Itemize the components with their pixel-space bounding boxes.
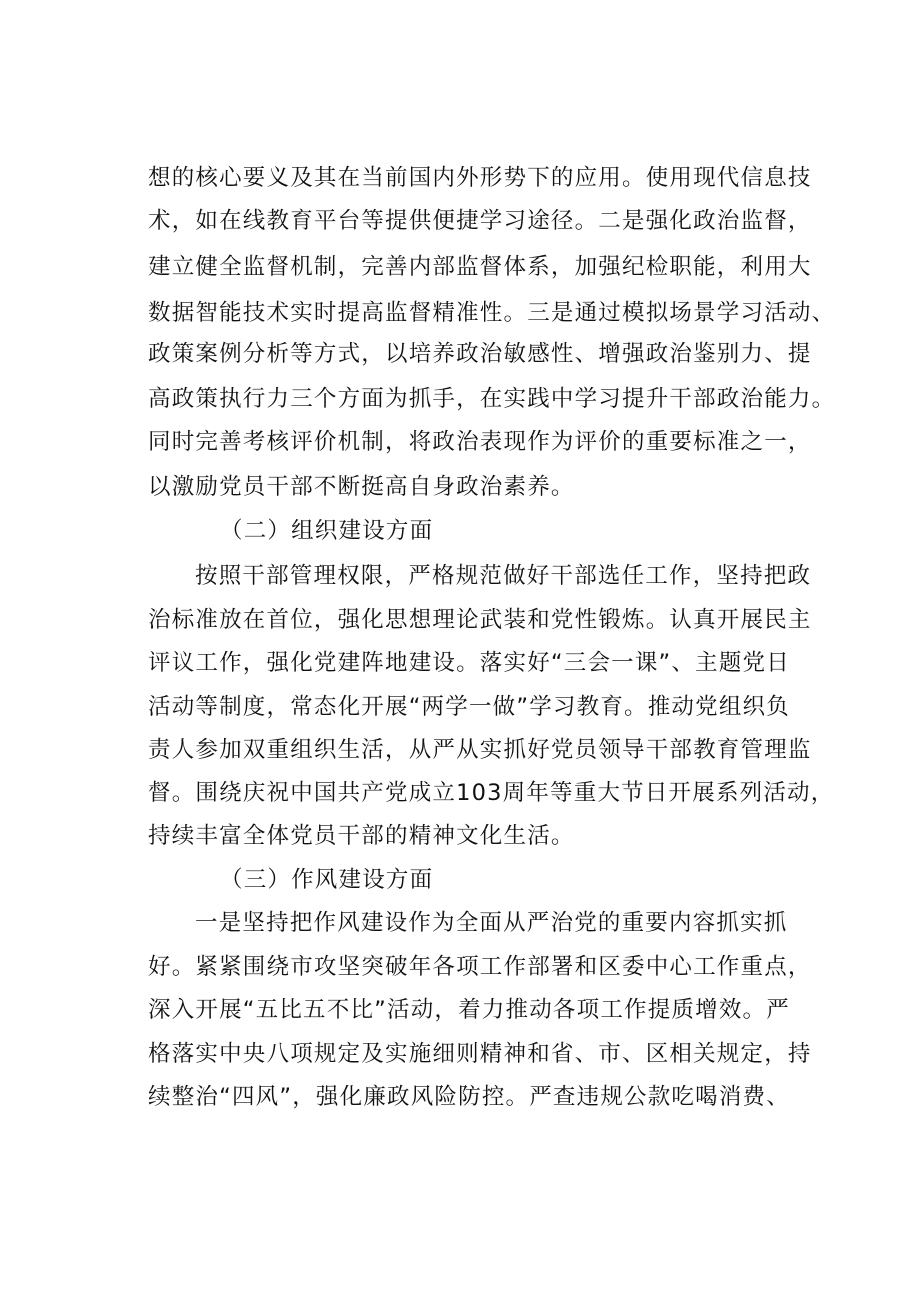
paragraph-line: 评议工作，强化党建阵地建设。落实好“三会一课”、主题党日 — [148, 650, 790, 676]
paragraph-line: 督。围绕庆祝中国共产党成立103周年等重大节日开展系列活动， — [148, 780, 835, 806]
paragraph-line: 持续丰富全体党员干部的精神文化生活。 — [148, 823, 575, 849]
paragraph-line: 好。紧紧围绕市攻坚突破年各项工作部署和区委中心工作重点， — [148, 954, 812, 980]
paragraph-line: 续整治“四风”，强化廉政风险防控。严查违规公款吃喝消费、 — [148, 1084, 790, 1110]
paragraph-line: 以激励党员干部不断挺高自身政治素养。 — [148, 474, 575, 500]
paragraph-line: 数据智能技术实时提高监督精准性。三是通过模拟场景学习活动、 — [148, 300, 836, 326]
paragraph-line: 一是坚持把作风建设作为全面从严治党的重要内容抓实抓 — [195, 910, 788, 936]
paragraph-line: 高政策执行力三个方面为抓手，在实践中学习提升干部政治能力。 — [148, 386, 836, 412]
paragraph-line: 深入开展“五比五不比”活动，着力推动各项工作提质增效。严 — [148, 997, 790, 1023]
paragraph-line: 按照干部管理权限，严格规范做好干部选任工作，坚持把政 — [195, 563, 812, 589]
paragraph-line: 想的核心要义及其在当前国内外形势下的应用。使用现代信息技 — [148, 165, 812, 191]
paragraph-line: 格落实中央八项规定及实施细则精神和省、市、区相关规定，持 — [148, 1041, 812, 1067]
paragraph-line: 建立健全监督机制，完善内部监督体系，加强纪检职能，利用大 — [148, 254, 812, 280]
paragraph-line: 活动等制度，常态化开展“两学一做”学习教育。推动党组织负 — [148, 694, 790, 720]
section-heading: （二）组织建设方面 — [220, 518, 434, 544]
paragraph-line: 治标准放在首位，强化思想理论武装和党性锻炼。认真开展民主 — [148, 607, 812, 633]
paragraph-line: 术，如在线教育平台等提供便捷学习途径。二是强化政治监督， — [148, 208, 812, 234]
paragraph-line: 同时完善考核评价机制，将政治表现作为评价的重要标准之一， — [148, 429, 812, 455]
paragraph-line: 政策案例分析等方式，以培养政治敏感性、增强政治鉴别力、提 — [148, 341, 812, 367]
paragraph-line: 责人参加双重组织生活，从严从实抓好党员领导干部教育管理监 — [148, 737, 812, 763]
section-heading: （三）作风建设方面 — [220, 867, 434, 893]
